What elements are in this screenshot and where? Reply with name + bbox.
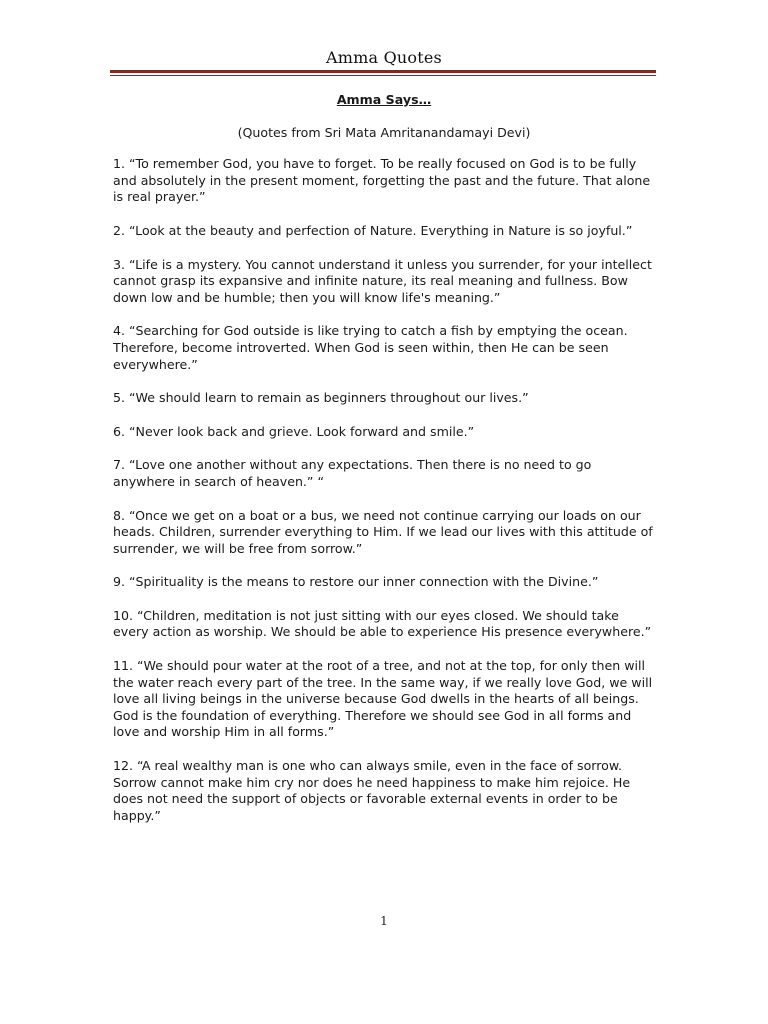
- quote-11: 11. “We should pour water at the root of a tree, and not at the top, for only then will the water reach every part of the tree. In the same way, if we really love God, we will love all living beings in the universe because God dwells in the hearts of all beings. God is the foundation of everything. Therefore we should see God in all forms and love and worship Him in all forms.”: [113, 658, 653, 740]
- page-number: 1: [380, 914, 388, 928]
- quote-7: 7. “Love one another without any expectations. Then there is no need to go anywhere in search of heaven.” “: [113, 457, 592, 489]
- header-title: Amma Quotes: [326, 48, 442, 67]
- quote-6: 6. “Never look back and grieve. Look forward and smile.”: [113, 423, 475, 439]
- quote-10: 10. “Children, meditation is not just sitting with our eyes closed. We should take every action as worship. We should be able to experience His presence everywhere.”: [113, 607, 652, 640]
- quote-8: 8. “Once we get on a boat or a bus, we need not continue carrying our loads on our heads. Children, surrender everything to Him. If we lead our lives with this attitude of surrender, we will be free from sorrow.”: [113, 507, 653, 556]
- quote-12: 12. “A real wealthy man is one who can always smile, even in the face of sorrow. Sorrow cannot make him cry nor does he need happiness to make him rejoice. He does not need the support of objects or favorable external events in order to be happy.”: [113, 758, 631, 823]
- quote-1: 1. “To remember God, you have to forget. To be really focused on God is to be fully and absolutely in the present moment, forgetting the past and the future. That alone is real prayer.”: [113, 156, 651, 205]
- quote-9: 9. “Spirituality is the means to restore our inner connection with the Divine.”: [113, 574, 599, 590]
- quote-3: 3. “Life is a mystery. You cannot understand it unless you surrender, for your intellect cannot grasp its expansive and infinite nature, its real meaning and fullness. Bow down low and be humble; then you will know life's meaning.”: [113, 256, 652, 305]
- header-rule-thick: [110, 70, 656, 73]
- quote-2: 2. “Look at the beauty and perfection of Nature. Everything in Nature is so joyful.”: [113, 222, 633, 238]
- quote-5: 5. “We should learn to remain as beginners throughout our lives.”: [113, 390, 529, 406]
- header-rule-thin: [110, 75, 656, 76]
- source-line: (Quotes from Sri Mata Amritanandamayi Devi): [237, 124, 531, 140]
- quote-4: 4. “Searching for God outside is like trying to catch a fish by emptying the ocean. Therefore, become introverted. When God is seen within, then He can be seen everywhere.”: [113, 323, 628, 372]
- document-body: [113, 92, 655, 841]
- section-title: Amma Says…: [336, 92, 432, 107]
